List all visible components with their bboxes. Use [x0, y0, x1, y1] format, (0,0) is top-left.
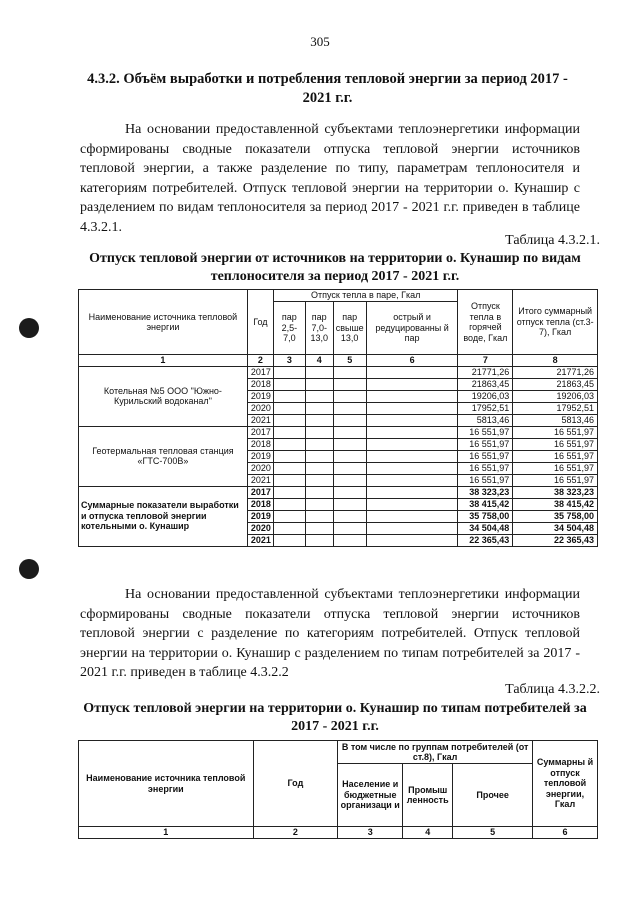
hot-water-cell: 16 551,97 [458, 474, 513, 486]
header-total: Суммарны й отпуск тепловой энергии, Гкал [533, 741, 598, 827]
header-steam-reduced: острый и редуцированны й пар [366, 302, 458, 355]
year-cell: 2020 [247, 522, 273, 534]
total-cell: 21863,45 [513, 378, 598, 390]
col-number: 1 [79, 827, 254, 839]
total-cell: 16 551,97 [513, 438, 598, 450]
col-number: 6 [533, 827, 598, 839]
table1-label: Таблица 4.3.2.1. [505, 233, 600, 248]
hot-water-cell: 19206,03 [458, 390, 513, 402]
col-number: 6 [366, 355, 458, 367]
hot-water-cell: 34 504,48 [458, 522, 513, 534]
page-number: 305 [310, 34, 330, 49]
total-cell: 16 551,97 [513, 462, 598, 474]
year-cell: 2021 [247, 534, 273, 546]
hot-water-cell: 38 415,42 [458, 498, 513, 510]
year-cell: 2017 [247, 366, 273, 378]
year-cell: 2017 [247, 426, 273, 438]
header-steam-over-13: пар свыше 13,0 [333, 302, 366, 355]
year-cell: 2019 [247, 390, 273, 402]
header-steam-group: Отпуск тепла в паре, Гкал [273, 290, 458, 302]
hot-water-cell: 22 365,43 [458, 534, 513, 546]
total-cell: 35 758,00 [513, 510, 598, 522]
col-number: 3 [273, 355, 305, 367]
year-cell: 2018 [247, 438, 273, 450]
hot-water-cell: 5813,46 [458, 414, 513, 426]
year-cell: 2019 [247, 450, 273, 462]
total-cell: 16 551,97 [513, 474, 598, 486]
hot-water-cell: 21771,26 [458, 366, 513, 378]
section-heading: 4.3.2. Объём выработки и потребления тепловой энергии за период 2017 - 2021 г.г. [87, 71, 568, 106]
table1-title: Отпуск тепловой энергии от источников на территории о. Кунашир по видам теплоносителя за период 2017 - 2021 г.г. [89, 251, 581, 284]
hot-water-cell: 16 551,97 [458, 462, 513, 474]
hot-water-cell: 21863,45 [458, 378, 513, 390]
header-source: Наименование источника тепловой энергии [79, 741, 254, 827]
total-cell: 34 504,48 [513, 522, 598, 534]
hot-water-cell: 16 551,97 [458, 438, 513, 450]
punch-hole-mark [19, 318, 39, 338]
header-source: Наименование источника тепловой энергии [79, 290, 248, 355]
consumers-paragraph: На основании предоставленной субъектами теплоэнергетики информации сформированы сводные показатели отпуска тепловой энергии источников тепловой энергии с разделение по категориям потребителей. Отпуск тепловой энергии на территории о. Кунашир с разделением по типам потребителей за 2017 - 2021 г.г. приведен в таблице 4.3.2.2 [80, 587, 580, 680]
col-number: 7 [458, 355, 513, 367]
year-cell: 2021 [247, 474, 273, 486]
header-total: Итого суммарный отпуск тепла (ст.3-7), Гкал [513, 290, 598, 355]
col-number: 2 [247, 355, 273, 367]
year-cell: 2018 [247, 498, 273, 510]
heat-supply-by-carrier-table [78, 289, 598, 547]
table2-label: Таблица 4.3.2.2. [505, 682, 600, 697]
header-year: Год [253, 741, 338, 827]
total-cell: 16 551,97 [513, 450, 598, 462]
total-cell: 22 365,43 [513, 534, 598, 546]
hot-water-cell: 38 323,23 [458, 486, 513, 498]
intro-paragraph: На основании предоставленной субъектами теплоэнергетики информации сформированы сводные показатели отпуска тепловой энергии источников тепловой энергии, а также разделение по типу, параметрам теплоносителя и категориям потребителей. Отпуск тепловой энергии на территории о. Кунашир с разделением по видам теплоносителя за период 2017 - 2021 г.г. приведен в таблице 4.3.2.1. [80, 122, 580, 235]
year-cell: 2021 [247, 414, 273, 426]
col-number: 5 [453, 827, 533, 839]
hot-water-cell: 35 758,00 [458, 510, 513, 522]
header-other: Прочее [453, 764, 533, 827]
source-name-cell: Геотермальная тепловая станция «ГТС-700В» [79, 426, 248, 486]
hot-water-cell: 17952,51 [458, 402, 513, 414]
total-cell: 38 323,23 [513, 486, 598, 498]
year-cell: 2020 [247, 402, 273, 414]
total-cell: 21771,26 [513, 366, 598, 378]
header-industry: Промыш ленность [403, 764, 453, 827]
table2-title: Отпуск тепловой энергии на территории о. Кунашир по типам потребителей за 2017 - 2021 г.г. [83, 701, 587, 734]
heat-supply-by-consumer-table [78, 740, 598, 839]
header-steam-2-5-7: пар 2,5-7,0 [273, 302, 305, 355]
col-number: 4 [305, 355, 333, 367]
total-cell: 19206,03 [513, 390, 598, 402]
col-number: 8 [513, 355, 598, 367]
total-cell: 38 415,42 [513, 498, 598, 510]
header-year: Год [247, 290, 273, 355]
hot-water-cell: 16 551,97 [458, 450, 513, 462]
source-name-cell: Котельная №5 ООО "Южно-Курильский водоканал" [79, 366, 248, 426]
year-cell: 2020 [247, 462, 273, 474]
col-number: 3 [338, 827, 403, 839]
year-cell: 2017 [247, 486, 273, 498]
total-cell: 16 551,97 [513, 426, 598, 438]
col-number: 1 [79, 355, 248, 367]
col-number: 5 [333, 355, 366, 367]
col-number: 4 [403, 827, 453, 839]
summary-source-cell: Суммарные показатели выработки и отпуска тепловой энергии котельными о. Кунашир [79, 486, 248, 546]
year-cell: 2019 [247, 510, 273, 522]
hot-water-cell: 16 551,97 [458, 426, 513, 438]
year-cell: 2018 [247, 378, 273, 390]
header-steam-7-13: пар 7,0-13,0 [305, 302, 333, 355]
header-consumer-group: В том числе по группам потребителей (от ст.8), Гкал [338, 741, 533, 764]
header-population: Население и бюджетные организаци и [338, 764, 403, 827]
col-number: 2 [253, 827, 338, 839]
total-cell: 17952,51 [513, 402, 598, 414]
total-cell: 5813,46 [513, 414, 598, 426]
header-hot-water: Отпуск тепла в горячей воде, Гкал [458, 290, 513, 355]
punch-hole-mark [19, 559, 39, 579]
